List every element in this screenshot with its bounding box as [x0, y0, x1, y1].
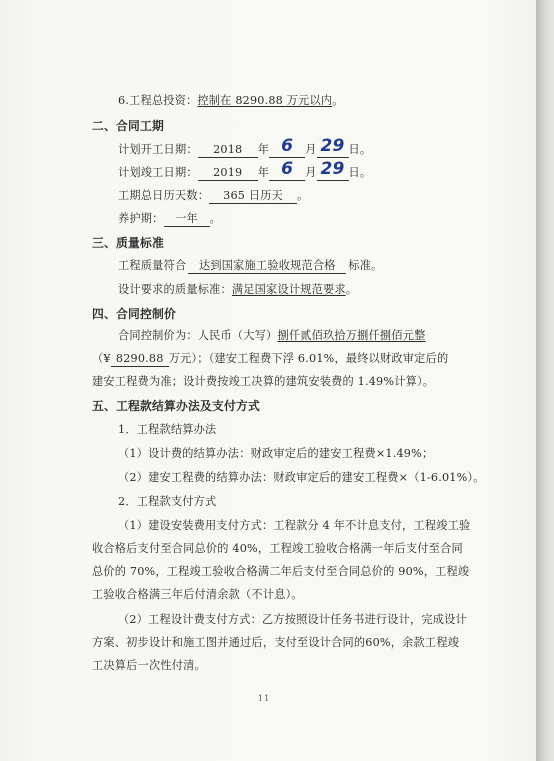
- handwritten-end-month: 6: [281, 159, 294, 179]
- duration-value: 365 日历天: [209, 189, 297, 204]
- maintenance-value: 一年: [164, 212, 210, 227]
- planned-end-line: 计划竣工日期： 2019 年 6 月 29 日。: [118, 159, 372, 179]
- price-line-1: 合同控制价为：人民币（大写）捌仟贰佰玖拾万捌仟捌佰元整: [118, 329, 426, 342]
- handwritten-end-day: 29: [320, 159, 345, 179]
- page-edge-shadow: [536, 0, 554, 761]
- handwritten-start-day: 29: [320, 136, 345, 156]
- planned-start-line: 计划开工日期： 2018 年 6 月 29 日。: [118, 136, 372, 156]
- payment-para2-line2: 方案、初步设计和施工图并通过后，支付至设计合同的60%，余款工程竣: [92, 636, 460, 649]
- end-month-value: [269, 159, 305, 181]
- price-line-2: （¥ 8290.88 万元）；（建安工程费下浮 6.01%，最终以财政审定后的: [92, 352, 449, 365]
- end-year-value: 2019: [198, 166, 258, 181]
- end-day-value: [317, 159, 349, 181]
- payment-para2-line3: 工决算后一次性付清。: [92, 659, 206, 672]
- start-day-value: [317, 136, 349, 158]
- price-in-words: 捌仟贰佰玖拾万捌仟捌佰元整: [277, 329, 426, 342]
- duration-line: 工期总日历天数： 365 日历天 。: [118, 189, 309, 202]
- payment-para1-line4: 工验收合格满三年后付清余款（不计息）。: [92, 588, 303, 601]
- settlement-item-2: （2）建安工程费的结算办法：财政审定后的建安工程费×（1-6.01%）。: [118, 471, 485, 484]
- section-title-payment: 五、工程款结算办法及支付方式: [92, 399, 260, 413]
- investment-value: 控制在 8290.88 万元以内: [197, 94, 333, 107]
- section-title-contract-period: 二、合同工期: [92, 119, 164, 133]
- quality-line: 工程质量符合 达到国家施工验收规范合格 标准。: [118, 259, 383, 272]
- start-year-value: 2018: [198, 143, 258, 158]
- handwritten-start-month: 6: [281, 136, 294, 156]
- price-number: 8290.88: [111, 352, 169, 367]
- payment-para1-line2: 收合格后支付至合同总价的 40%，工程竣工验收合格满一年后支付至合同: [92, 542, 463, 555]
- payment-para2-line1: （2）工程设计费支付方式：乙方按照设计任务书进行设计，完成设计: [118, 613, 467, 626]
- maintenance-line: 养护期： 一年 。: [118, 212, 221, 225]
- design-standard-value: 满足国家设计规范要求: [231, 283, 346, 296]
- subsection-settlement: 1．工程款结算办法: [118, 423, 217, 436]
- section-title-quality: 三、质量标准: [92, 236, 164, 250]
- section-title-price: 四、合同控制价: [92, 307, 176, 321]
- investment-line: 6.工程总投资：控制在 8290.88 万元以内。: [118, 94, 344, 107]
- payment-para1-line3: 总价的 70%，工程竣工验收合格满二年后支付至合同总价的 90%，工程竣: [92, 565, 470, 578]
- payment-para1-line1: （1）建设安装费用支付方式：工程款分 4 年不计息支付，工程竣工验: [118, 519, 471, 532]
- settlement-item-1: （1）设计费的结算办法：财政审定后的建安工程费×1.49%；: [118, 447, 434, 460]
- price-line-3: 建安工程费为准；设计费按竣工决算的建筑安装费的 1.49%计算）。: [92, 375, 435, 388]
- quality-value: 达到国家施工验收规范合格: [188, 259, 346, 274]
- subsection-payment-method: 2．工程款支付方式: [118, 495, 217, 508]
- page-number: 11: [258, 694, 271, 703]
- start-month-value: [269, 136, 305, 158]
- design-standard-line: 设计要求的质量标准：满足国家设计规范要求。: [118, 283, 358, 296]
